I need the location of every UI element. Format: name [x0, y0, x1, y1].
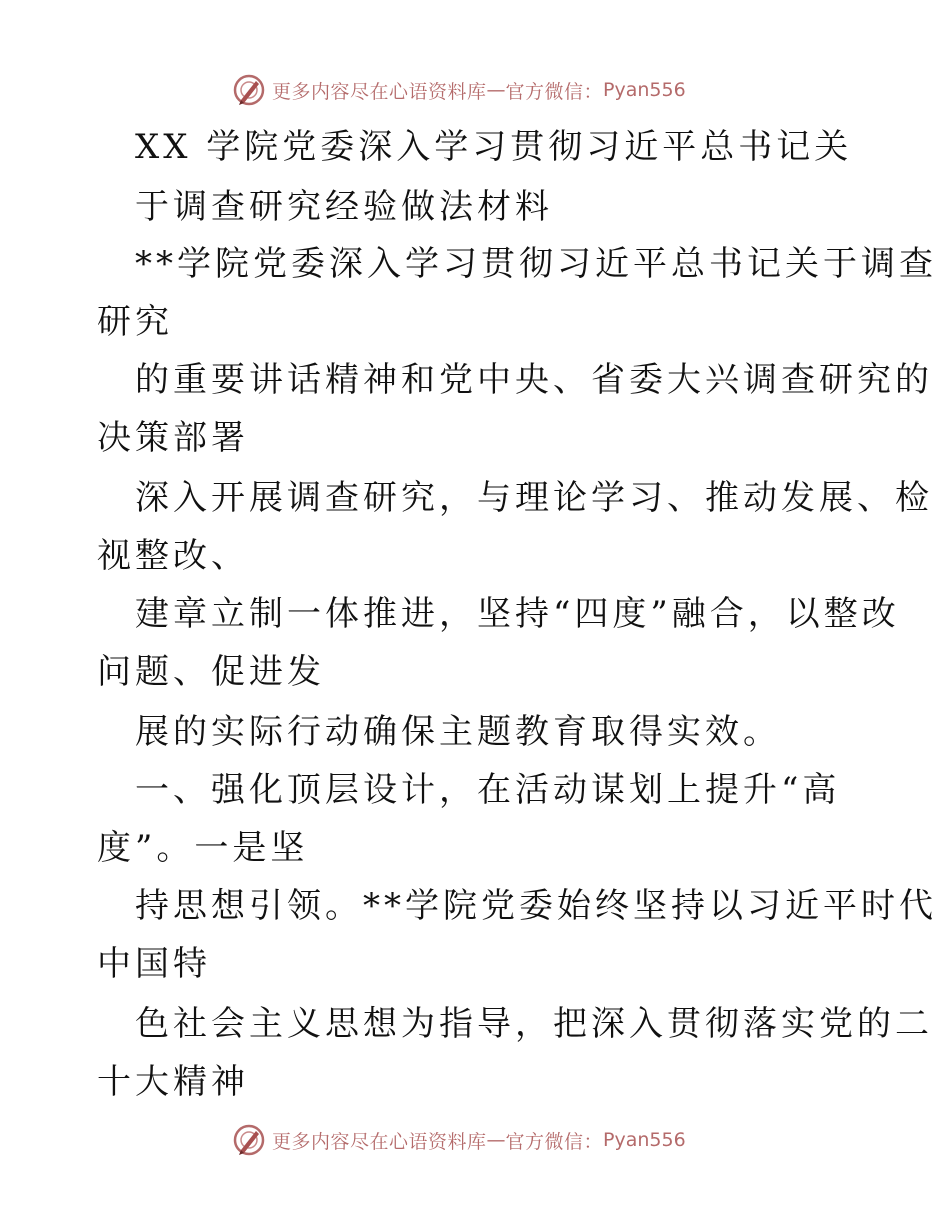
doc-line: 十大精神 [97, 1062, 249, 1102]
doc-line: 度”。一是坚 [97, 828, 309, 868]
footer-banner [232, 1120, 686, 1160]
doc-line: 决策部署 [97, 418, 249, 458]
banner-site-text: 更多内容尽在心语资料库 [272, 1130, 487, 1153]
doc-line: 研究 [97, 302, 173, 342]
doc-line: 的重要讲话精神和党中央、省委大兴调查研究的 [135, 360, 933, 400]
doc-line: 于调查研究经验做法材料 [135, 187, 553, 227]
doc-line: 深入开展调查研究，与理论学习、推动发展、检 [135, 478, 933, 518]
banner-wechat-label: 官方微信： [505, 1130, 604, 1153]
pen-logo-icon [232, 1123, 266, 1157]
banner-separator: — [486, 79, 506, 101]
doc-line: 色社会主义思想为指导，把深入贯彻落实党的二 [135, 1004, 933, 1044]
doc-line: 一、强化顶层设计，在活动谋划上提升“高 [135, 770, 841, 810]
doc-line: 持思想引领。**学院党委始终坚持以习近平时代 [135, 886, 937, 926]
banner-wechat-id: Pyan556 [603, 1129, 686, 1151]
doc-line: 建章立制一体推进，坚持“四度”融合，以整改 [135, 594, 900, 634]
banner-separator: — [486, 1129, 506, 1151]
doc-line: 展的实际行动确保主题教育取得实效。 [135, 712, 781, 752]
pen-logo-icon [232, 73, 266, 107]
banner-wechat-label: 官方微信： [505, 80, 604, 103]
doc-line: XX 学院党委深入学习贯彻习近平总书记关 [135, 127, 853, 167]
doc-line: 中国特 [97, 944, 211, 984]
header-banner [232, 70, 686, 110]
banner-site-text: 更多内容尽在心语资料库 [272, 80, 487, 103]
doc-line: 视整改、 [97, 536, 249, 576]
doc-line: **学院党委深入学习贯彻习近平总书记关于调查 [135, 244, 937, 284]
banner-wechat-id: Pyan556 [603, 79, 686, 101]
doc-line: 问题、促进发 [97, 652, 325, 692]
